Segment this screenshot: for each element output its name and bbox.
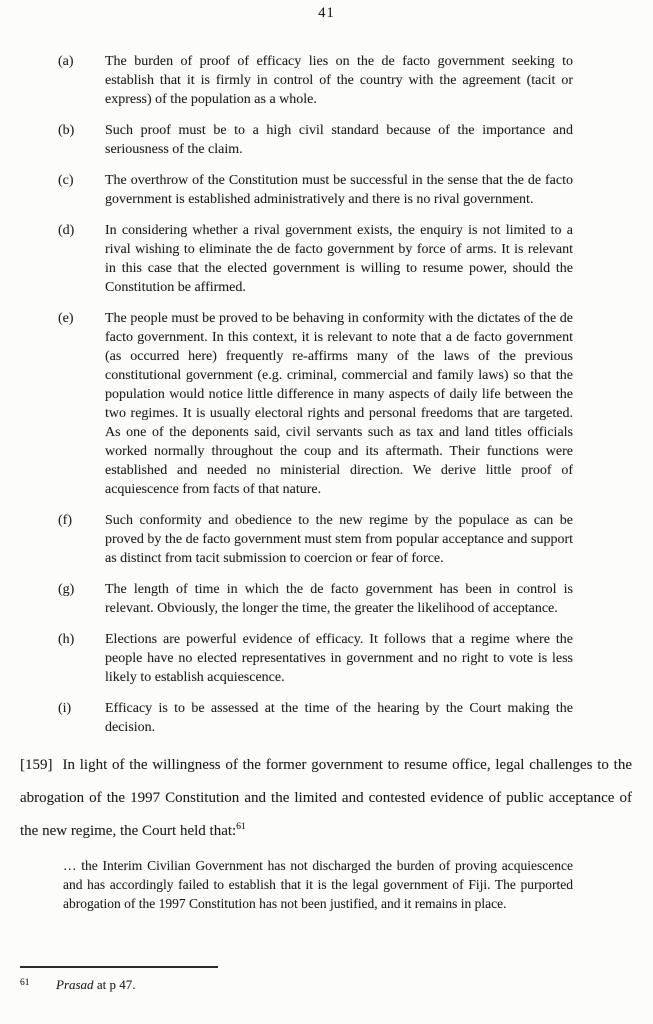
footnote-text bbox=[20, 977, 620, 993]
footnote bbox=[20, 966, 620, 993]
list-item-text: The people must be proved to be behaving in conformity with the dictates of the de facto government. In this context, it is relevant to note that a de facto government (as occurred here) frequently re-affirms many of the laws of the previous constitutional government (e.g. criminal, commercial and family laws) so that the population would notice little difference in many aspects of daily life between the two regimes. It is usually electoral rights and personal freedoms that are targeted. As one of the deponents said, civil servants such as tax and land titles officials worked normally throughout the coup and its aftermath. Their functions were established and needed no ministerial direction. We derive little proof of acquiescence from facts of that nature. bbox=[105, 311, 573, 497]
list-item-text: The length of time in which the de facto government has been in control is relevant. Obviously, the longer the time, the greater the likelihood of acceptance. bbox=[105, 582, 573, 616]
list-item-label: (f) bbox=[58, 513, 72, 528]
list-item-label: (e) bbox=[58, 311, 74, 326]
list-item-label: (g) bbox=[58, 582, 75, 597]
list-item-text: In considering whether a rival government exists, the enquiry is not limited to a rival wishing to eliminate the de facto government by force of arms. It is relevant in this case that the elected government is willing to resume power, should the Constitution be affirmed. bbox=[105, 223, 573, 295]
list-item-text: Such conformity and obedience to the new regime by the populace as can be proved by the de facto government must stem from popular acceptance and support as distinct from tacit submission to coercion or fear of force. bbox=[105, 513, 573, 566]
list-item-text: The burden of proof of efficacy lies on the de facto government seeking to establish that it is firmly in control of the country with the agreement (tacit or express) of the population as a whole. bbox=[105, 54, 573, 107]
footnote-marker: 61 bbox=[20, 978, 30, 988]
paragraph-number: [159] bbox=[20, 757, 53, 773]
list-item bbox=[58, 121, 653, 159]
list-item-text: Elections are powerful evidence of efficacy. It follows that a regime where the people have no elected representatives in government and no right to vote is less likely to establish acquiescence. bbox=[105, 632, 573, 685]
paragraph-159 bbox=[20, 749, 632, 848]
footnote-case-name: Prasad bbox=[56, 977, 94, 992]
list-item bbox=[58, 699, 653, 737]
footnote-reference: 61 bbox=[236, 822, 246, 832]
list-item-text: Efficacy is to be assessed at the time of the hearing by the Court making the decision. bbox=[105, 701, 573, 735]
list-item-label: (h) bbox=[58, 632, 75, 647]
paragraph-text: In light of the willingness of the former government to resume office, legal challenges to the abrogation of the 1997 Constitution and the limited and contested evidence of public acceptance of the new regime, the Court held that: bbox=[20, 757, 632, 839]
criteria-list bbox=[58, 52, 653, 737]
block-quote: … the Interim Civilian Government has not discharged the burden of proving acquiescence and has accordingly failed to establish that it is the legal government of Fiji. The purported abrogation of the 1997 Constitution has not been justified, and it remains in place. bbox=[63, 858, 573, 911]
list-item bbox=[58, 171, 653, 209]
list-item-label: (a) bbox=[58, 54, 74, 69]
list-item bbox=[58, 580, 653, 618]
list-item bbox=[58, 511, 653, 568]
list-item-label: (b) bbox=[58, 123, 75, 138]
list-item bbox=[58, 52, 653, 109]
list-item bbox=[58, 309, 653, 499]
list-item-label: (c) bbox=[58, 173, 74, 188]
list-item-text: Such proof must be to a high civil standard because of the importance and seriousness of the claim. bbox=[105, 123, 573, 157]
footnote-rest: at p 47. bbox=[93, 977, 136, 992]
footnote-separator-rule bbox=[20, 966, 218, 968]
list-item bbox=[58, 630, 653, 687]
list-item bbox=[58, 221, 653, 297]
list-item-text: The overthrow of the Constitution must be successful in the sense that the de facto government is established administratively and there is no rival government. bbox=[105, 173, 573, 207]
list-item-label: (i) bbox=[58, 701, 72, 716]
list-item-label: (d) bbox=[58, 223, 75, 238]
page-number: 41 bbox=[318, 5, 335, 21]
